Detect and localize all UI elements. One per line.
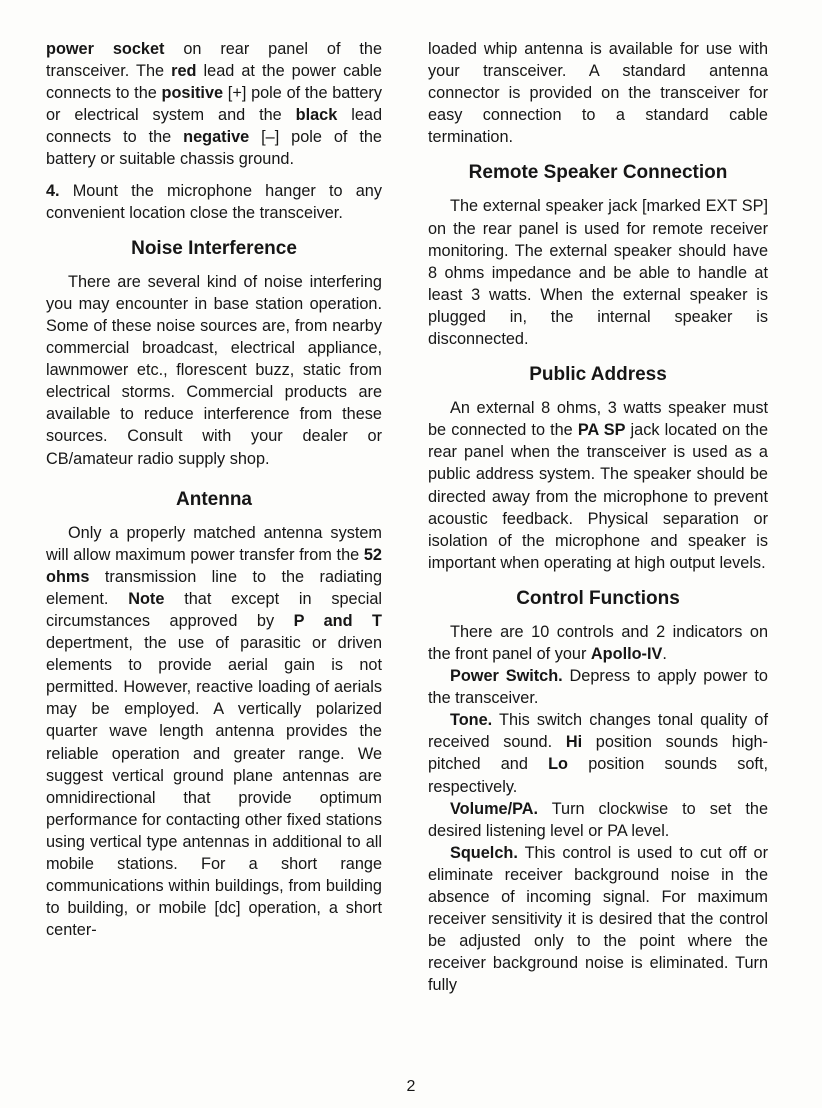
text-run: that except in special circumstances approved by xyxy=(46,589,382,630)
bold-term: positive xyxy=(161,84,224,103)
right-column xyxy=(428,38,768,996)
text-run: transmission line to the radiating element. xyxy=(46,567,382,608)
bold-term: Note xyxy=(128,589,165,608)
remote-speaker-heading: Remote Speaker Connection xyxy=(468,162,728,184)
text-run: Mount the microphone hanger to any convenient location close the transceiver. xyxy=(46,181,382,222)
tone-paragraph xyxy=(428,709,768,797)
control-label: Power Switch. xyxy=(450,667,563,686)
bold-term: PA SP xyxy=(577,421,626,440)
text-run: lead at the power cable connects to the xyxy=(46,62,382,103)
antenna-heading: Antenna xyxy=(176,488,252,510)
control-label: Tone. xyxy=(450,711,493,730)
page-number: 2 xyxy=(406,1078,416,1095)
text-run: Only a properly matched antenna system will allow maximum power transfer from the xyxy=(46,523,382,564)
squelch-paragraph xyxy=(428,842,768,997)
bold-term: Hi xyxy=(565,733,583,752)
text-run: position sounds high-pitched and xyxy=(428,733,768,774)
text-run: on rear panel of the transceiver. The xyxy=(46,40,383,81)
text-run: This control is used to cut off or eliminate receiver background noise in the absence of incoming signal. For maximum receiver sensitivity it is desired that the control be adjusted only to the point where the receiver background noise is eliminated. Turn fully xyxy=(428,843,768,995)
text-run: . xyxy=(662,644,667,663)
text-run: This switch changes tonal quality of received sound. xyxy=(428,711,768,752)
text-run: An external 8 ohms, 3 watts speaker must be connected to the xyxy=(428,399,768,440)
control-intro-paragraph xyxy=(428,621,768,665)
step-4-paragraph xyxy=(46,180,382,224)
remote-speaker-paragraph: The external speaker jack [marked EXT SP] on the rear panel is used for remote receiver monitoring. The external speaker should have 8 ohms impedance and be able to handle at least 3 watts. When the external speaker is plugged in, the internal speaker is disconnected. xyxy=(428,197,768,349)
text-run: depertment, the use of parasitic or driven elements to provide aerial gain is not permitted. However, reactive loading of aerials may be employed. A vertically polarized quarter wave length antenna provides the reliable operation and greater range. We suggest vertical ground plane antennas are omnidirectional that provide optimum performance for contacting other fixed stations using vertical type antennas in additional to all mobile stations. For a short range communications within buildings, from building to building, or mobile [dc] operation, a short center- xyxy=(46,634,382,940)
text-run: jack located on the rear panel when the transceiver is used as a public address system. The speaker should be directed away from the microphone to prevent acoustic feedback. Physical separation or isolation of the microphone and speaker is important when operating at high output levels. xyxy=(428,421,769,572)
bold-term: red xyxy=(171,62,197,81)
bold-term: 52 ohms xyxy=(46,545,382,586)
control-functions-heading: Control Functions xyxy=(516,587,680,609)
bold-term: Lo xyxy=(548,755,568,774)
noise-interference-paragraph: There are several kind of noise interfering you may encounter in base station operation. Some of these noise sources are, from nearby commercial broadcast, electrical appliance, lawnmower etc., florescent buzz, static from electrical storms. Commercial products are available to reduce interference from these sources. Consult with your dealer or CB/amateur radio supply shop. xyxy=(46,272,382,468)
noise-interference-heading: Noise Interference xyxy=(131,237,297,259)
left-column xyxy=(46,38,382,941)
bold-term: black xyxy=(295,106,338,125)
text-run: Depress to apply power to the transceiver. xyxy=(428,667,768,708)
bold-term: power socket xyxy=(46,40,165,58)
public-address-paragraph xyxy=(428,397,768,574)
public-address-heading: Public Address xyxy=(529,364,667,386)
antenna-paragraph xyxy=(46,522,382,942)
bold-term: Apollo-IV xyxy=(590,644,663,663)
bold-term: negative xyxy=(183,128,250,147)
text-run: Turn clockwise to set the desired listening level or PA level. xyxy=(428,799,768,840)
control-label: Volume/PA. xyxy=(450,799,539,818)
text-run: position sounds soft, respectively. xyxy=(428,755,768,796)
whip-antenna-paragraph: loaded whip antenna is available for use with your transceiver. A standard antenna connector is provided on the transceiver for easy connection to a standard cable termination. xyxy=(428,40,768,147)
power-socket-paragraph xyxy=(46,38,382,171)
power-switch-paragraph xyxy=(428,665,768,709)
control-label: Squelch. xyxy=(450,843,518,862)
volume-pa-paragraph xyxy=(428,798,768,842)
bold-term: P and T xyxy=(293,611,382,630)
text-run: [+] pole of the battery or electrical system and the xyxy=(46,84,382,125)
text-run: lead connects to the xyxy=(46,106,382,147)
text-run: There are 10 controls and 2 indicators on the front panel of your xyxy=(428,622,768,663)
step-number: 4. xyxy=(46,181,60,200)
text-run: [–] pole of the battery or suitable chassis ground. xyxy=(46,128,382,169)
